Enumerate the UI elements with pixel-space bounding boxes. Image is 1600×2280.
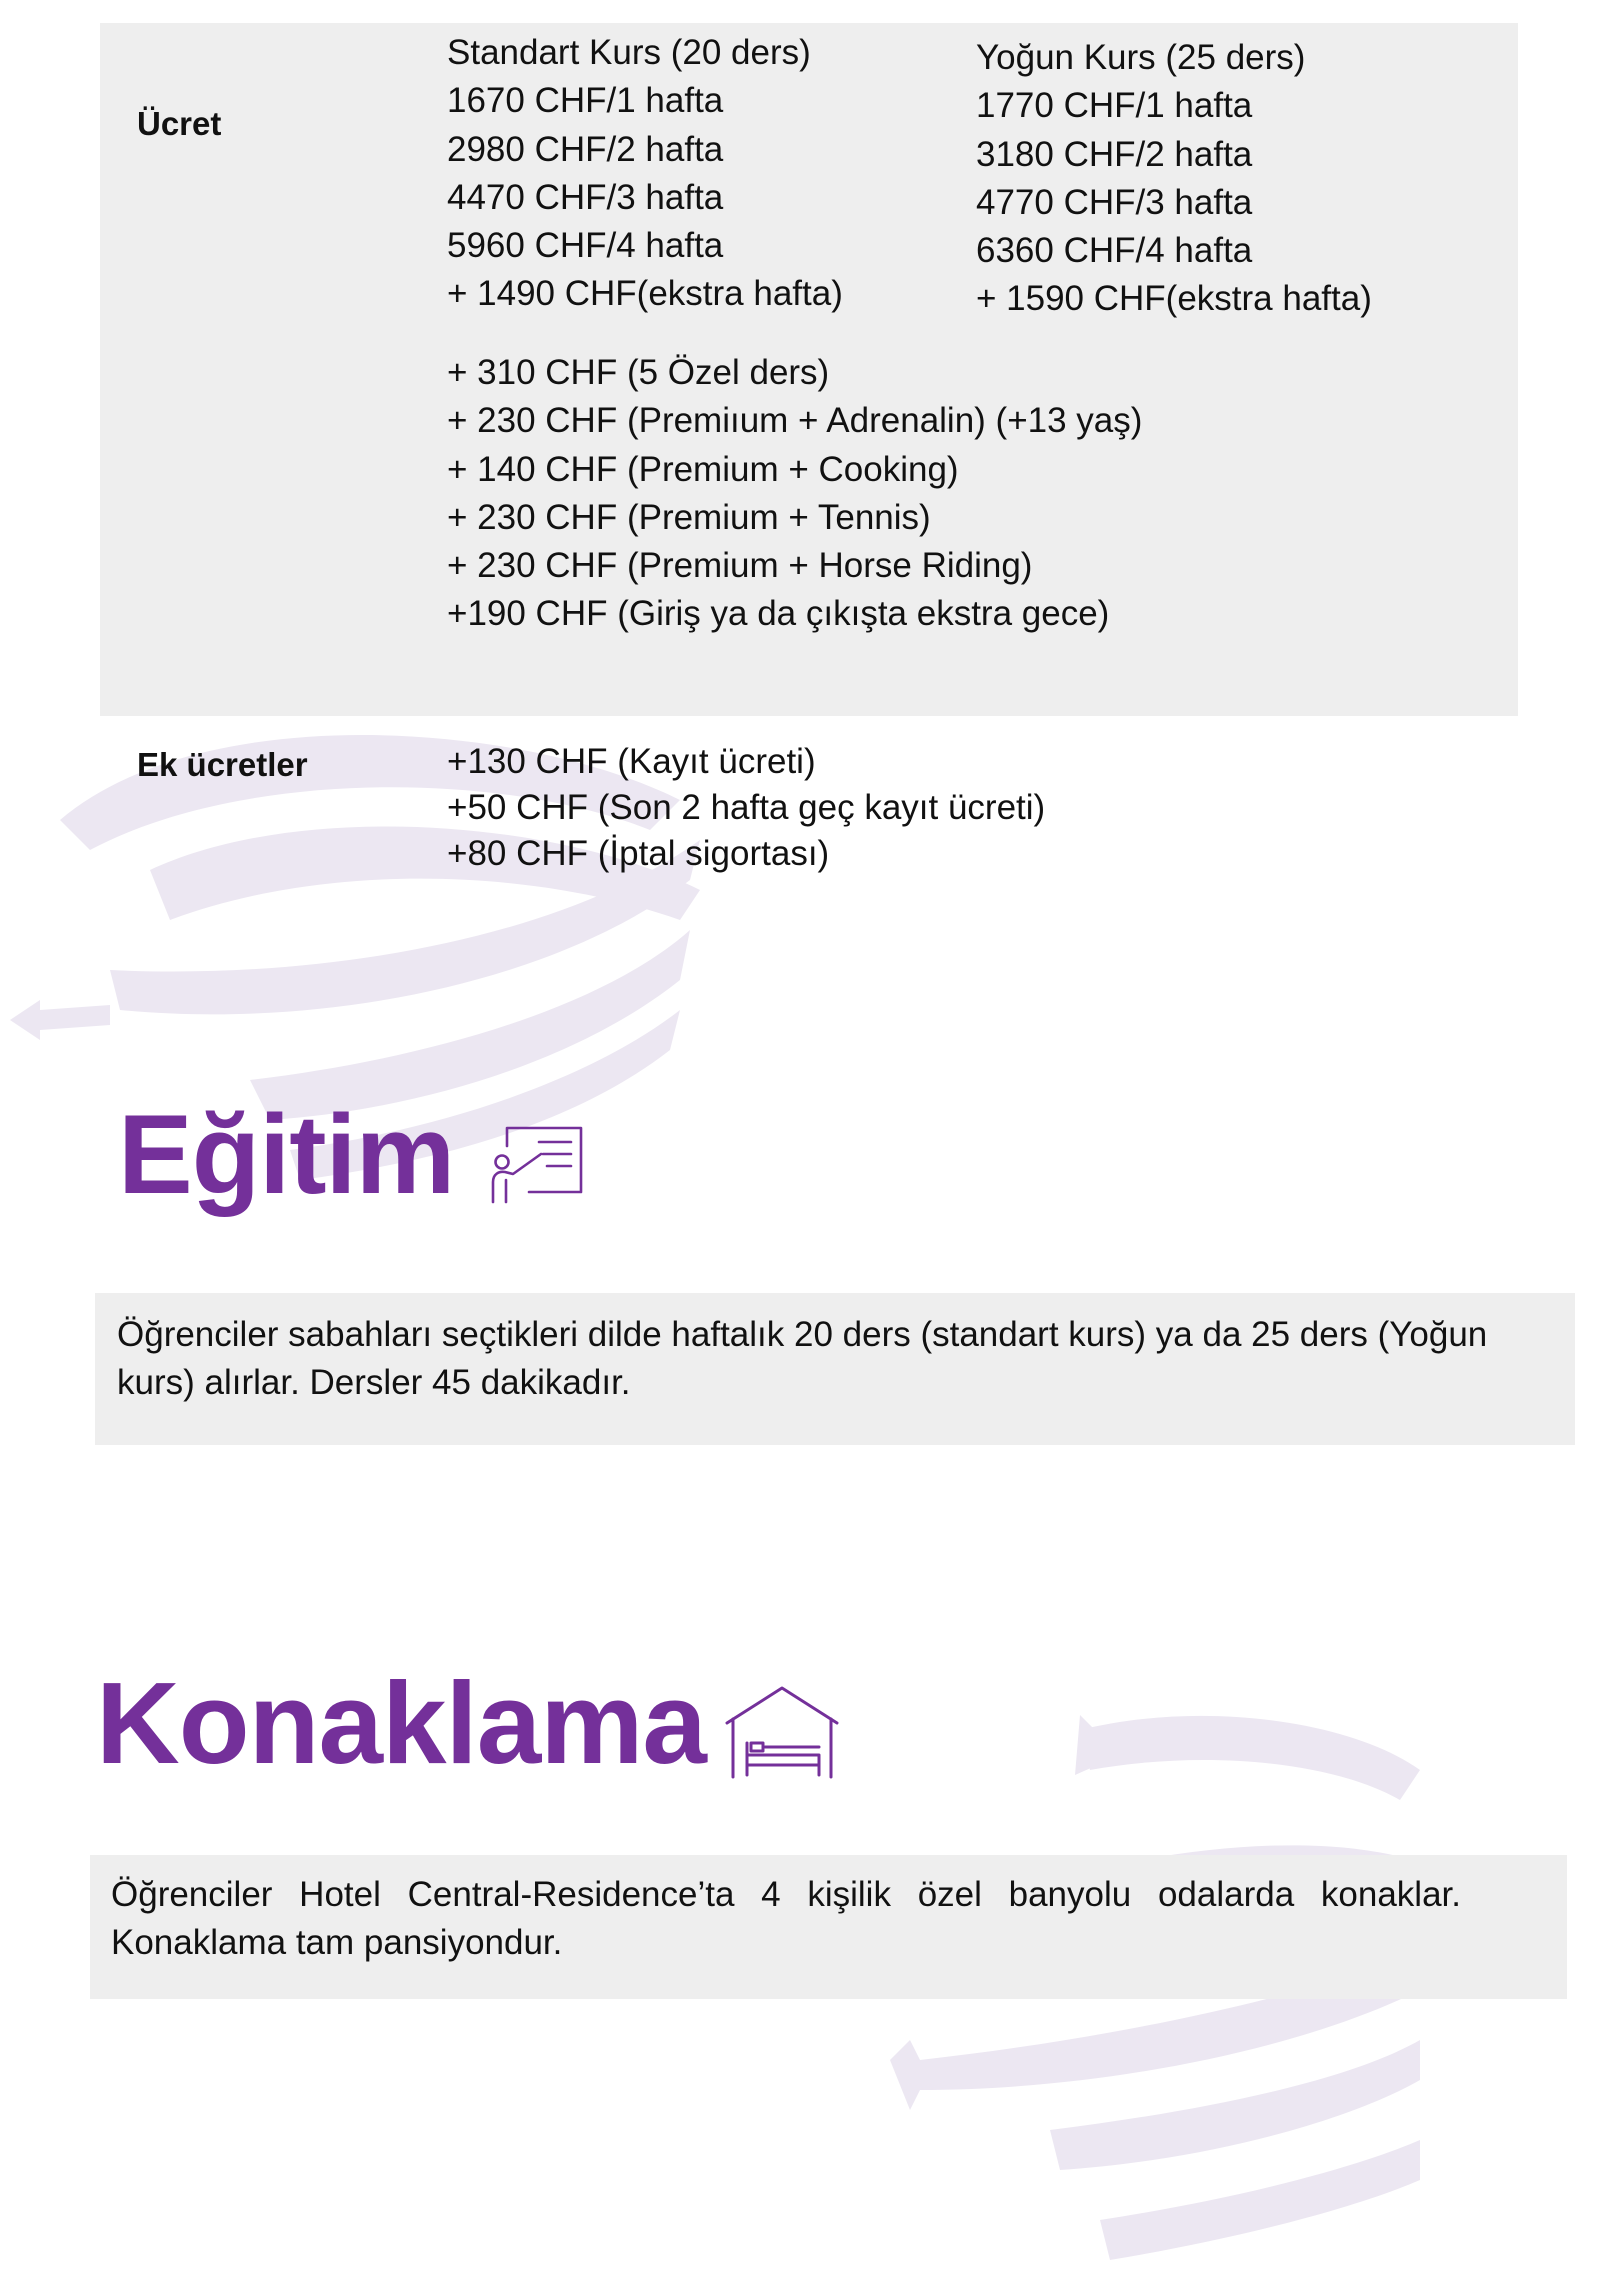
intensive-course-list (976, 34, 1372, 324)
standard-course-list (447, 29, 843, 319)
extras-list (447, 349, 1142, 639)
egitim-heading: Eğitim (118, 1092, 455, 1217)
intensive-price-row: 3180 CHF/2 hafta (976, 134, 1253, 174)
extra-item: + 310 CHF (5 Özel ders) (447, 353, 830, 392)
ek-ucretler-list (447, 739, 1045, 877)
konaklama-text: Öğrenciler Hotel Central-Residence’ta 4 kişilik özel banyolu odalarda konaklar. Konaklama tam pansiyondur. (111, 1875, 1461, 1962)
intensive-price-row: 1770 CHF/1 hafta (976, 86, 1253, 126)
extra-item: + 140 CHF (Premium + Cooking) (447, 449, 959, 489)
standard-price-row: 2980 CHF/2 hafta (447, 129, 724, 169)
intensive-price-row: 4770 CHF/3 hafta (976, 182, 1253, 222)
fee-item: +130 CHF (Kayıt ücreti) (447, 742, 816, 781)
intensive-course-title: Yoğun Kurs (25 ders) (976, 38, 1306, 77)
standard-extra-week: + 1490 CHF(ekstra hafta) (447, 274, 843, 314)
extra-item: + 230 CHF (Premiıum + Adrenalin) (+13 yaş) (447, 401, 1143, 441)
konaklama-heading: Konaklama (96, 1658, 706, 1788)
extra-item: + 230 CHF (Premium + Horse Riding) (447, 546, 1033, 586)
fee-item: +80 CHF (İptal sigortası) (447, 834, 830, 873)
standard-course-title: Standart Kurs (20 ders) (447, 33, 811, 72)
standard-price-row: 1670 CHF/1 hafta (447, 81, 724, 121)
house-bed-icon (725, 1685, 839, 1779)
intensive-extra-week: + 1590 CHF(ekstra hafta) (976, 279, 1372, 319)
egitim-text: Öğrenciler sabahları seçtikleri dilde haftalık 20 ders (standart kurs) ya da 25 ders (Yoğun kurs) alırlar. Dersler 45 dakikadır. (117, 1315, 1488, 1402)
intensive-price-row: 6360 CHF/4 hafta (976, 231, 1253, 271)
standard-price-row: 4470 CHF/3 hafta (447, 177, 724, 217)
teacher-board-icon (489, 1124, 583, 1204)
extra-item: +190 CHF (Giriş ya da çıkışta ekstra gece) (447, 594, 1110, 634)
ucret-label: Ücret (137, 105, 222, 142)
standard-price-row: 5960 CHF/4 hafta (447, 226, 724, 266)
ek-ucretler-label: Ek ücretler (137, 746, 308, 783)
extra-item: + 230 CHF (Premium + Tennis) (447, 497, 931, 537)
fee-item: +50 CHF (Son 2 hafta geç kayıt ücreti) (447, 788, 1046, 827)
